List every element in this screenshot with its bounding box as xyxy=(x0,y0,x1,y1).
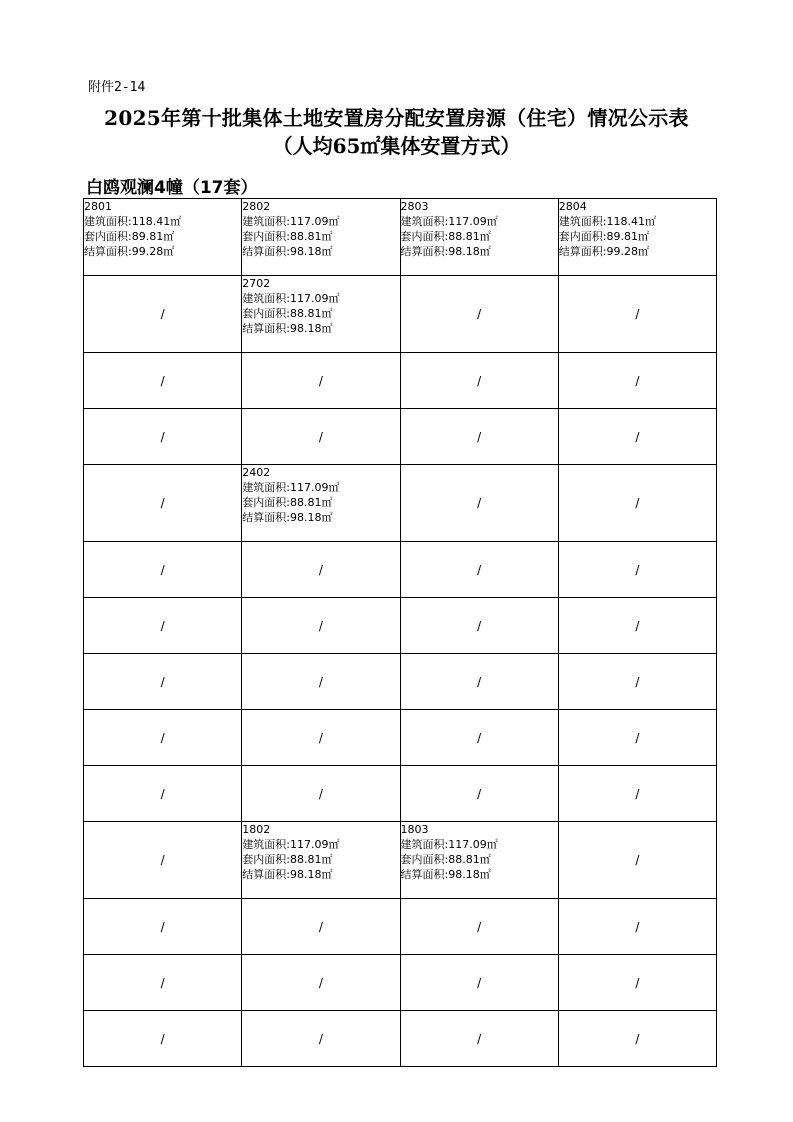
unit-cell xyxy=(242,465,400,542)
settlement-area: 结算面积:98.18㎡ xyxy=(242,868,333,881)
empty-cell: / xyxy=(558,654,716,710)
empty-cell: / xyxy=(242,598,400,654)
housing-table-body xyxy=(84,199,717,1067)
table-row xyxy=(84,955,717,1011)
empty-cell: / xyxy=(84,1011,242,1067)
empty-cell: / xyxy=(400,353,558,409)
empty-cell: / xyxy=(558,899,716,955)
table-row xyxy=(84,353,717,409)
inner-area: 套内面积:88.81㎡ xyxy=(242,307,333,320)
inner-area: 套内面积:88.81㎡ xyxy=(400,230,491,243)
attachment-label: 附件2-14 xyxy=(88,80,146,95)
inner-area: 套内面积:89.81㎡ xyxy=(558,230,649,243)
table-row xyxy=(84,766,717,822)
inner-area: 套内面积:88.81㎡ xyxy=(242,230,333,243)
table-row xyxy=(84,276,717,353)
unit-number: 2803 xyxy=(400,200,429,213)
empty-cell: / xyxy=(400,1011,558,1067)
empty-cell: / xyxy=(558,766,716,822)
building-area: 建筑面积:117.09㎡ xyxy=(400,838,498,851)
building-area: 建筑面积:117.09㎡ xyxy=(242,292,340,305)
empty-cell: / xyxy=(84,598,242,654)
empty-cell: / xyxy=(400,542,558,598)
building-area: 建筑面积:118.41㎡ xyxy=(84,215,182,228)
empty-cell: / xyxy=(84,409,242,465)
empty-cell: / xyxy=(400,276,558,353)
unit-number: 2702 xyxy=(242,277,271,290)
building-heading: 白鸥观澜4幢（17套） xyxy=(86,178,258,198)
empty-cell: / xyxy=(558,598,716,654)
empty-cell: / xyxy=(242,1011,400,1067)
empty-cell: / xyxy=(400,654,558,710)
empty-cell: / xyxy=(242,766,400,822)
settlement-area: 结算面积:98.18㎡ xyxy=(400,868,491,881)
inner-area: 套内面积:89.81㎡ xyxy=(84,230,175,243)
empty-cell: / xyxy=(558,276,716,353)
unit-number: 2801 xyxy=(84,200,112,213)
inner-area: 套内面积:88.81㎡ xyxy=(242,496,333,509)
empty-cell: / xyxy=(242,654,400,710)
unit-number: 2802 xyxy=(242,200,271,213)
table-row xyxy=(84,822,717,899)
table-row xyxy=(84,654,717,710)
unit-number: 2402 xyxy=(242,466,271,479)
empty-cell: / xyxy=(558,710,716,766)
table-row xyxy=(84,899,717,955)
building-area: 建筑面积:118.41㎡ xyxy=(558,215,656,228)
empty-cell: / xyxy=(558,465,716,542)
table-row xyxy=(84,710,717,766)
empty-cell: / xyxy=(242,710,400,766)
settlement-area: 结算面积:98.18㎡ xyxy=(242,245,333,258)
empty-cell: / xyxy=(400,598,558,654)
unit-cell xyxy=(558,199,716,276)
building-area: 建筑面积:117.09㎡ xyxy=(400,215,498,228)
empty-cell: / xyxy=(400,955,558,1011)
empty-cell: / xyxy=(400,465,558,542)
unit-number: 1802 xyxy=(242,823,271,836)
unit-cell xyxy=(242,276,400,353)
empty-cell: / xyxy=(84,955,242,1011)
empty-cell: / xyxy=(558,353,716,409)
table-row xyxy=(84,598,717,654)
inner-area: 套内面积:88.81㎡ xyxy=(242,853,333,866)
empty-cell: / xyxy=(84,710,242,766)
empty-cell: / xyxy=(242,955,400,1011)
empty-cell: / xyxy=(242,353,400,409)
table-row xyxy=(84,1011,717,1067)
building-area: 建筑面积:117.09㎡ xyxy=(242,481,340,494)
unit-number: 1803 xyxy=(400,823,429,836)
settlement-area: 结算面积:98.18㎡ xyxy=(242,322,333,335)
inner-area: 套内面积:88.81㎡ xyxy=(400,853,491,866)
housing-table xyxy=(83,198,717,1067)
settlement-area: 结算面积:99.28㎡ xyxy=(84,245,175,258)
building-area: 建筑面积:117.09㎡ xyxy=(242,215,340,228)
empty-cell: / xyxy=(84,465,242,542)
empty-cell: / xyxy=(84,822,242,899)
unit-cell xyxy=(242,822,400,899)
building-area: 建筑面积:117.09㎡ xyxy=(242,838,340,851)
page-title: 2025年第十批集体土地安置房分配安置房源（住宅）情况公示表 xyxy=(104,106,689,130)
unit-cell xyxy=(400,199,558,276)
table-row xyxy=(84,199,717,276)
empty-cell: / xyxy=(400,710,558,766)
empty-cell: / xyxy=(558,542,716,598)
empty-cell: / xyxy=(242,542,400,598)
table-row xyxy=(84,542,717,598)
table-row xyxy=(84,409,717,465)
table-row xyxy=(84,465,717,542)
settlement-area: 结算面积:98.18㎡ xyxy=(242,511,333,524)
empty-cell: / xyxy=(558,409,716,465)
empty-cell: / xyxy=(558,822,716,899)
empty-cell: / xyxy=(84,766,242,822)
empty-cell: / xyxy=(84,899,242,955)
unit-cell xyxy=(242,199,400,276)
empty-cell: / xyxy=(400,766,558,822)
empty-cell: / xyxy=(558,1011,716,1067)
empty-cell: / xyxy=(84,542,242,598)
empty-cell: / xyxy=(558,955,716,1011)
settlement-area: 结算面积:99.28㎡ xyxy=(558,245,649,258)
empty-cell: / xyxy=(400,899,558,955)
empty-cell: / xyxy=(84,654,242,710)
settlement-area: 结算面积:98.18㎡ xyxy=(400,245,491,258)
unit-cell xyxy=(400,822,558,899)
page-subtitle: （人均65㎡集体安置方式） xyxy=(272,134,521,158)
empty-cell: / xyxy=(84,276,242,353)
unit-number: 2804 xyxy=(558,200,587,213)
empty-cell: / xyxy=(242,899,400,955)
empty-cell: / xyxy=(84,353,242,409)
unit-cell xyxy=(84,199,242,276)
empty-cell: / xyxy=(400,409,558,465)
empty-cell: / xyxy=(242,409,400,465)
